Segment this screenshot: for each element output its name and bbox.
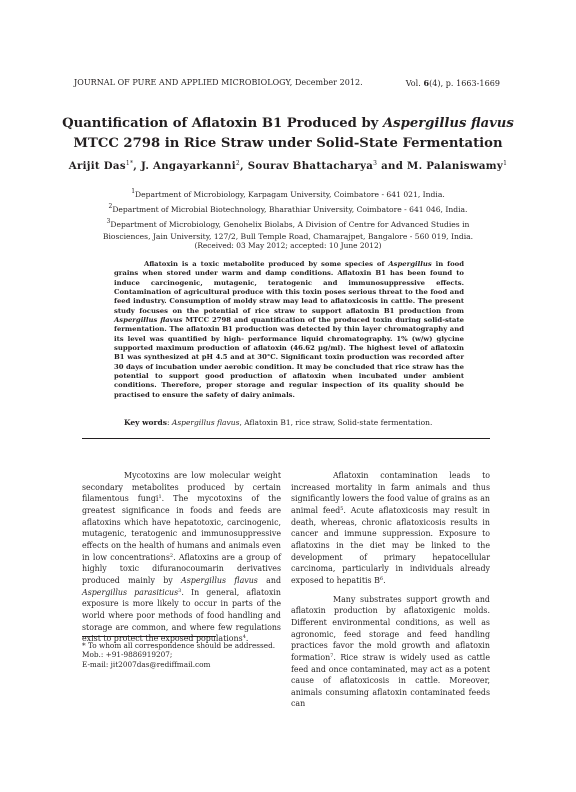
paragraph: Aflatoxin contamination leads to increased mortality in farm animals and thus significantly lowers the food value of grains as an animal feed$^5$. Acute aflatoxicosis may result in death, whereas, chronic aflatoxicosis results in cancer and immune suppression. Exposure to aflatoxins in the diet may be linked to the development of primary hepatocellular carcinoma, particularly in individuals already exposed to hepatitis $B^6$. [291,471,491,585]
abstract: Aflatoxin is a toxic metabolite produced by some species of Aspergillus in food grains when stored under warm and damp conditions. Aflatoxin B1 has been found to induce carcinogenic, mutagenic, teratogenic and immunosuppressive effects. Contamination of agricultural produce with this toxin poses serious threat to the food and feed industry. Consumption of moldy straw may lead to aflatoxicosis in cattle. The present study focuses on the potential of rice straw to support aflatoxin B1 production from Aspergillus flavus MTCC 2798 and quantification of the produced toxin during solid-state fermentation. The aflatoxin B1 production was detected by thin layer chromatography and its level was quantified by high- performance liquid chromatography. 1% (w/w) glycine supported maximum production of aflatoxin (46.62 µg/ml). The highest level of aflatoxin B1 was synthesized at pH 4.5 and at 30°C. Significant toxin production was recorded after 30 days of incubation under aerobic condition. It may be concluded that rice straw has the potential to support good production of aflatoxin when incubated under ambient conditions. Therefore, proper storage and regular inspection of its quality should be practised to ensure the safety of dairy animals. [114,260,464,399]
volume-info: Vol. 6(4), p. 1663-1669 [405,78,500,88]
affiliation: Biosciences, Jain University, 127/2, Bull Temple Road, Chamarajpet, Bangalore - 560 019, India. [102,232,474,241]
correspondence-footnote: * To whom all correspondence should be addressed. Mob.: +91-9886919207; E-mail: jit2007das@rediffmail.com [82,641,282,669]
affiliation: $^3$Department of Microbiology, Genohelix Biolabs, A Division of Centre for Advanced Studies in [106,218,470,229]
author: M. Palaniswamy$^1$ [407,160,508,172]
paragraph: Mycotoxins are low molecular weight secondary metabolites produced by certain filamentous fungi$^1$. The mycotoxins of the greatest significance in foods and feeds are aflatoxins which have hepatotoxic, carcinogenic, mutagenic, teratogenic and immunosuppressive effects on the health of humans and animals even in low concentrations$^2$. Aflatoxins are a group of highly toxic difuranocoumarin derivatives produced mainly by Aspergillus flavus and Aspergillus parasiticus$^3$. In general, aflatoxin exposure is more likely to occur in parts of the world where poor methods of food handling and storage are common, and where few regulations exist to protect the exposed populations$^4$. [82,471,281,644]
affiliation: $^1$Department of Microbiology, Karpagam University, Coimbatore - 641 021, India. [131,188,445,199]
affiliations [74,186,502,243]
affiliation: $^2$Department of Microbial Biotechnology, Bharathiar University, Coimbatore - 641 046, India. [108,203,468,214]
body-column-right [291,470,490,710]
email-address: E-mail: jit2007das@rediffmail.com [82,659,211,669]
footnote-rule [82,636,216,637]
author: Arijit Das$^{1*}$ [68,160,134,172]
author: J. Angayarkanni$^2$ [140,160,240,172]
keywords: Key words: Aspergillus flavus, Aflatoxin B1, rice straw, Solid-state fermentation. [124,418,433,427]
section-divider [82,438,490,439]
body-column-left [82,470,281,645]
received-dates: (Received: 03 May 2012; accepted: 10 June 2012) [194,241,382,250]
author: Sourav Bhattacharya$^3$ [247,160,378,172]
paper-title: Quantification of Aflatoxin B1 Produced by Aspergillus flavus MTCC 2798 in Rice Straw under Solid-State Fermentation [62,116,514,151]
journal-name: JOURNAL OF PURE AND APPLIED MICROBIOLOGY, December 2012. [74,78,363,87]
author-list: Arijit Das$^{1*}$, J. Angayarkanni$^2$, Sourav Bhattacharya$^3$ and M. Palaniswamy$^1$ [68,160,508,172]
paragraph: Many substrates support growth and aflatoxin production by aflatoxigenic molds. Different environmental conditions, as well as agronomic, feed storage and feed handling practices favor the mold growth and aflatoxin formation$^7$. Rice straw is widely used as cattle feed and once contaminated, may act as a potent cause of aflatoxicosis in cattle. Moreover, animals consuming aflatoxin contaminated feeds can [291,594,490,709]
running-header [74,78,500,88]
